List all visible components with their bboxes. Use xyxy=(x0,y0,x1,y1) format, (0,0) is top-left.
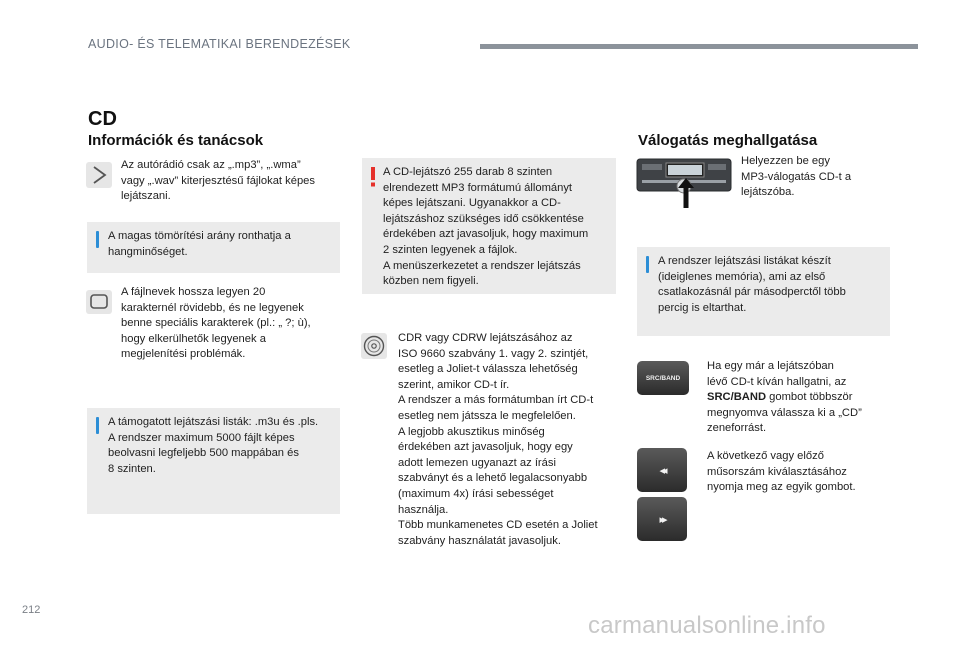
text-line: szabványt és a lehető legalacsonyabb xyxy=(398,472,588,485)
note-icon xyxy=(86,162,112,188)
text-line: (maximum 4x) írási sebességet xyxy=(398,487,554,500)
cdrw-text xyxy=(398,331,618,549)
text-line: elrendezett MP3 formátumú állományt xyxy=(383,181,573,194)
up-arrow-icon xyxy=(676,176,696,210)
text-line: érdekében azt javasoljuk, hogy egy xyxy=(398,441,573,454)
text-line: zeneforrást. xyxy=(707,422,767,435)
info-icon xyxy=(96,231,99,248)
text-line: szerint, amikor CD-t ír. xyxy=(398,378,510,391)
memo-icon xyxy=(86,290,112,314)
text-line: 2 szinten legyenek a fájlok. xyxy=(383,243,518,256)
left-subtitle: Információk és tanácsok xyxy=(88,132,264,149)
rewind-button xyxy=(637,448,687,492)
info-text-playlists xyxy=(108,415,338,477)
text-line: lejátszáshoz szükséges idő csökkentése xyxy=(383,212,584,225)
text-line: képes lejátszani. Ugyanakkor a CD- xyxy=(383,197,561,210)
info-text-playlist-memory xyxy=(658,254,888,316)
text-line: MP3-válogatás CD-t a xyxy=(741,170,852,183)
text-line: A rendszer maximum 5000 fájlt képes xyxy=(108,431,295,444)
text-line: A menüszerkezetet a rendszer lejátszás xyxy=(383,259,581,272)
next-prev-text xyxy=(707,449,892,496)
text-line: A rendszer a más formátumban írt CD-t xyxy=(398,394,594,407)
text-line: nyomja meg az egyik gombot. xyxy=(707,481,856,494)
right-subtitle: Válogatás meghallgatása xyxy=(638,132,818,149)
left-paragraph-1 xyxy=(121,158,336,205)
text-line: A következő vagy előző xyxy=(707,450,824,462)
text-line: A rendszer lejátszási listákat készít xyxy=(658,255,831,267)
text-line: 8 szinten. xyxy=(108,462,156,475)
text-line: közben nem figyeli. xyxy=(383,275,479,288)
watermark: carmanualsonline.info xyxy=(588,612,826,639)
text-line: CDR vagy CDRW lejátszásához az xyxy=(398,332,573,344)
text-line: beolvasni legfeljebb 500 mappában és xyxy=(108,447,299,460)
text-line: műsorszám kiválasztásához xyxy=(707,465,847,478)
fast-forward-button xyxy=(637,497,687,541)
text-line: szabvány használatát javasoljuk. xyxy=(398,534,561,547)
page-number: 212 xyxy=(22,604,41,616)
text-line: A fájlnevek hossza legyen 20 xyxy=(121,286,266,298)
warning-icon xyxy=(370,167,376,187)
warning-text xyxy=(383,165,615,290)
text-line: lejátszani. xyxy=(121,190,171,203)
info-icon xyxy=(646,256,649,273)
rewind-icon: ◂◂ xyxy=(659,464,665,477)
header-title: AUDIO- ÉS TELEMATIKAI BERENDEZÉSEK xyxy=(88,37,351,51)
section-title: CD xyxy=(88,108,117,130)
src-band-button-label: SRC/BAND xyxy=(645,374,681,382)
text-line: érdekében azt javasoljuk, hogy maximum xyxy=(383,228,589,241)
text-line: lejátszóba. xyxy=(741,186,795,199)
text-line: megjelenítési problémák. xyxy=(121,348,246,361)
text-line: lévő CD-t kíván hallgatni, az xyxy=(707,375,847,388)
text-line: percig is eltarthat. xyxy=(658,301,747,314)
text-line: A magas tömörítési arány ronthatja a xyxy=(108,230,291,242)
text-line: Több munkamenetes CD esetén a Joliet xyxy=(398,519,598,532)
text-line: esetleg a Joliet-t válassza lehetőség xyxy=(398,363,578,376)
insert-text xyxy=(741,154,891,201)
cd-disc-icon xyxy=(361,333,387,359)
text-line: esetleg nem játssza le megfelelően. xyxy=(398,409,576,422)
text-fragment: gombot többször xyxy=(766,391,853,404)
text-line: Ha egy már a lejátszóban xyxy=(707,360,834,372)
src-band-bold: SRC/BAND xyxy=(707,391,767,404)
info-text-compression xyxy=(108,229,336,260)
text-line: ISO 9660 szabvány 1. vagy 2. szintjét, xyxy=(398,347,589,360)
text-line: benne speciális karakterek (pl.: „ ?; ù), xyxy=(121,317,311,330)
left-paragraph-2 xyxy=(121,285,339,363)
src-band-button xyxy=(637,361,689,395)
text-line: megnyomva válassza ki a „CD” xyxy=(707,406,862,419)
text-line: A legjobb akusztikus minőség xyxy=(398,425,545,438)
text-line: hogy elkerülhetők legyenek a xyxy=(121,332,266,345)
text-line: csatlakozásnál pár másodperctől több xyxy=(658,286,846,299)
text-line: Az autórádió csak az „.mp3”, „.wma” xyxy=(121,159,301,171)
text-line: (ideiglenes memória), ami az első xyxy=(658,270,826,283)
text-line xyxy=(707,390,892,406)
text-line: A támogatott lejátszási listák: .m3u és .pls. xyxy=(108,416,319,428)
fast-forward-icon: ▸▸ xyxy=(659,513,665,526)
text-line: adott lemezen ugyanazt az írási xyxy=(398,456,556,469)
src-text xyxy=(707,359,892,437)
text-line: használja. xyxy=(398,503,449,516)
text-line: hangminőséget. xyxy=(108,245,188,258)
header-rule xyxy=(480,44,918,49)
text-line: vagy „.wav” kiterjesztésű fájlokat képes xyxy=(121,174,315,187)
info-icon xyxy=(96,417,99,434)
text-line: karakternél rövidebb, és ne legyenek xyxy=(121,301,304,314)
text-line: A CD-lejátszó 255 darab 8 szinten xyxy=(383,166,553,178)
text-line: Helyezzen be egy xyxy=(741,155,830,167)
